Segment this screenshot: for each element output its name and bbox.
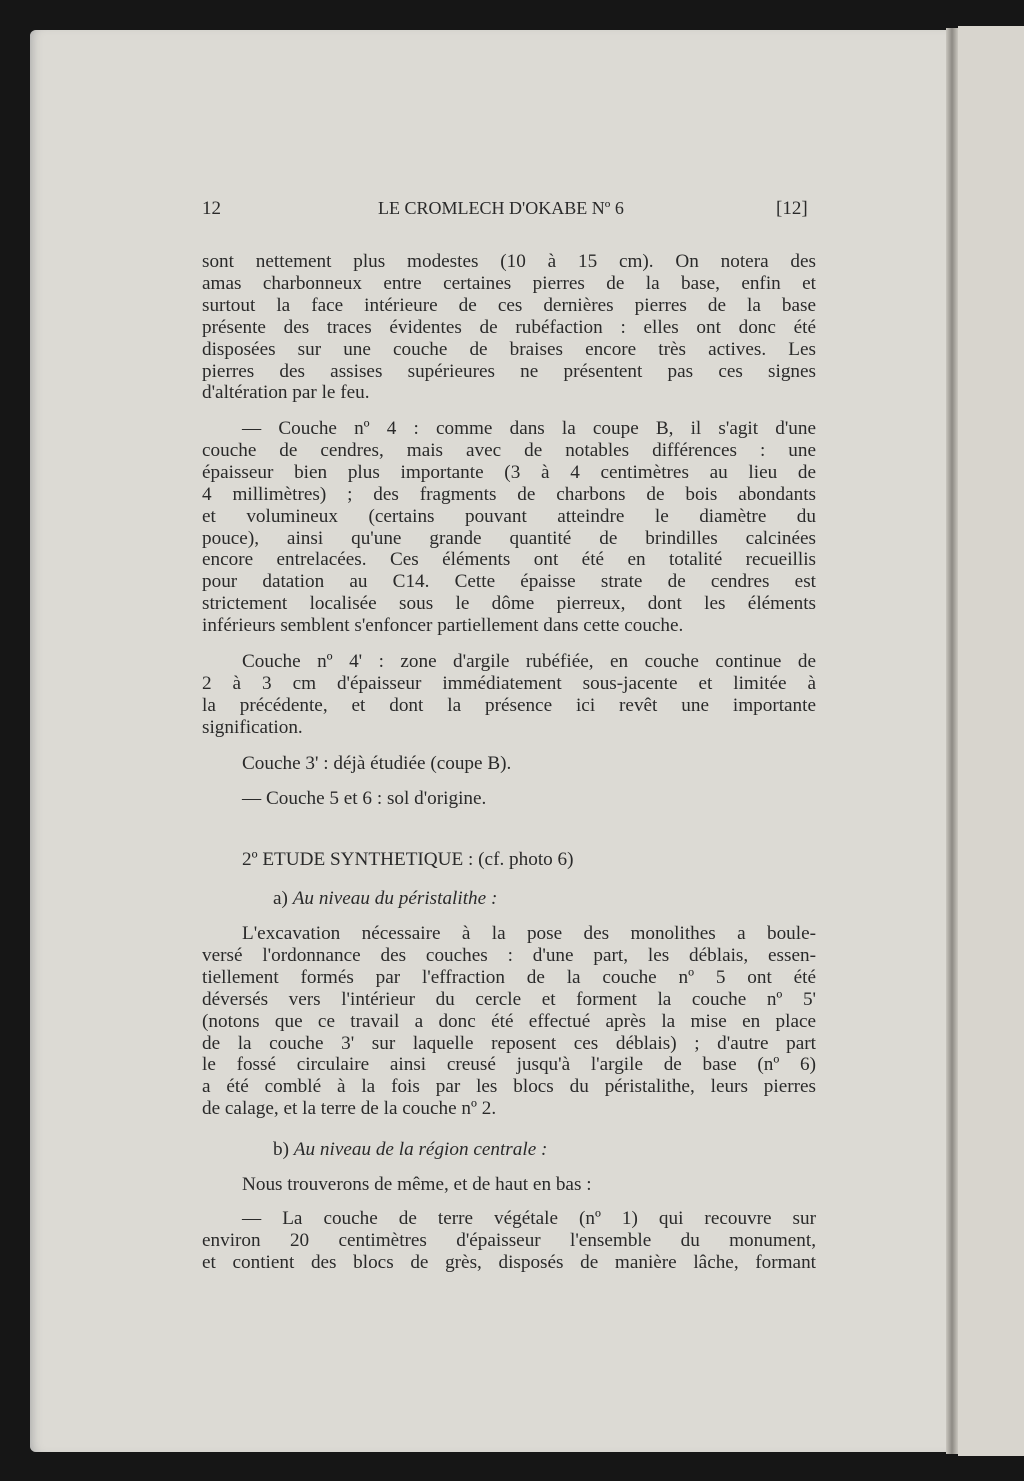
section-label: b): [273, 1139, 294, 1160]
text-line: pouce), ainsi qu'une grande quantité de brindilles calcinées: [202, 527, 816, 549]
paragraph: [202, 788, 816, 810]
text-line: déversés vers l'intérieur du cercle et forment la couche nº 5': [202, 988, 816, 1010]
text-line: L'excavation nécessaire à la pose des monolithes a boule-: [242, 923, 816, 944]
text-line: encore entrelacées. Ces éléments ont été en totalité recueillis: [202, 549, 816, 571]
text-line: 2º ETUDE SYNTHETIQUE : (cf. photo 6): [242, 849, 574, 870]
text-line: présente des traces évidentes de rubéfaction : elles ont donc été: [202, 316, 816, 338]
book-gutter: [946, 28, 958, 1454]
paragraph: [202, 651, 816, 739]
text-line: tiellement formés par l'effraction de la couche nº 5 ont été: [202, 966, 816, 988]
text-line: surtout la face intérieure de ces dernières pierres de la base: [202, 294, 816, 316]
section-heading: Au niveau de la région centrale :: [293, 1139, 548, 1160]
text-line: et volumineux (certains pouvant atteindre le diamètre du: [202, 505, 816, 527]
text-line: couche de cendres, mais avec de notables différences : une: [202, 439, 816, 461]
text-line: versé l'ordonnance des couches : d'une part, les déblais, essen-: [202, 944, 816, 966]
paragraph: [202, 1208, 816, 1274]
paragraph: [202, 251, 816, 404]
section-heading: Au niveau du péristalithe :: [292, 888, 498, 909]
text-line: de la couche 3' sur laquelle reposent ces déblais) ; d'autre part: [202, 1032, 816, 1054]
text-line: disposées sur une couche de braises encore très actives. Les: [202, 338, 816, 360]
text-line: Couche nº 4' : zone d'argile rubéfiée, en couche continue de: [242, 651, 816, 672]
text-line: inférieurs semblent s'enfoncer partiellement dans cette couche.: [202, 615, 684, 637]
paragraph: [202, 1139, 816, 1161]
page-number: 12: [202, 198, 221, 219]
paragraph: [202, 923, 816, 1120]
text-line: de calage, et la terre de la couche nº 2.: [202, 1098, 497, 1120]
facing-page-edge: [958, 26, 1024, 1456]
paragraph: [202, 888, 816, 910]
running-title: LE CROMLECH D'OKABE Nº 6: [378, 198, 624, 218]
bracket-page-number: [12]: [776, 198, 808, 219]
text-line: — Couche nº 4 : comme dans la coupe B, il s'agit d'une: [242, 418, 816, 439]
paragraph: [202, 1174, 816, 1196]
text-line: signification.: [202, 716, 303, 738]
text-line: 2 à 3 cm d'épaisseur immédiatement sous-jacente et limitée à: [202, 672, 816, 694]
paragraph: [202, 753, 816, 775]
text-line: (notons que ce travail a donc été effectué après la mise en place: [202, 1010, 816, 1032]
text-line: strictement localisée sous le dôme pierreux, dont les éléments: [202, 593, 816, 615]
paragraph: [202, 418, 816, 637]
text-line: pour datation au C14. Cette épaisse strate de cendres est: [202, 571, 816, 593]
paragraph: [202, 849, 816, 871]
text-line: pierres des assises supérieures ne présentent pas ces signes: [202, 360, 816, 382]
text-line: sont nettement plus modestes (10 à 15 cm). On notera des: [202, 251, 816, 272]
text-line: amas charbonneux entre certaines pierres de la base, enfin et: [202, 272, 816, 294]
text-line: et contient des blocs de grès, disposés de manière lâche, formant: [202, 1251, 816, 1273]
text-line: Nous trouverons de même, et de haut en bas :: [242, 1174, 592, 1195]
text-line: d'altération par le feu.: [202, 382, 370, 404]
text-line: Couche 3' : déjà étudiée (coupe B).: [242, 753, 512, 774]
text-line: — Couche 5 et 6 : sol d'origine.: [242, 788, 487, 809]
text-line: épaisseur bien plus importante (3 à 4 centimètres au lieu de: [202, 461, 816, 483]
text-line: a été comblé à la fois par les blocs du péristalithe, leurs pierres: [202, 1076, 816, 1098]
section-label: a): [273, 888, 293, 909]
text-line: 4 millimètres) ; des fragments de charbons de bois abondants: [202, 483, 816, 505]
text-line: la précédente, et dont la présence ici revêt une importante: [202, 694, 816, 716]
text-line: le fossé circulaire ainsi creusé jusqu'à l'argile de base (nº 6): [202, 1054, 816, 1076]
text-line: — La couche de terre végétale (nº 1) qui recouvre sur: [242, 1208, 816, 1229]
text-line: environ 20 centimètres d'épaisseur l'ensemble du monument,: [202, 1229, 816, 1251]
